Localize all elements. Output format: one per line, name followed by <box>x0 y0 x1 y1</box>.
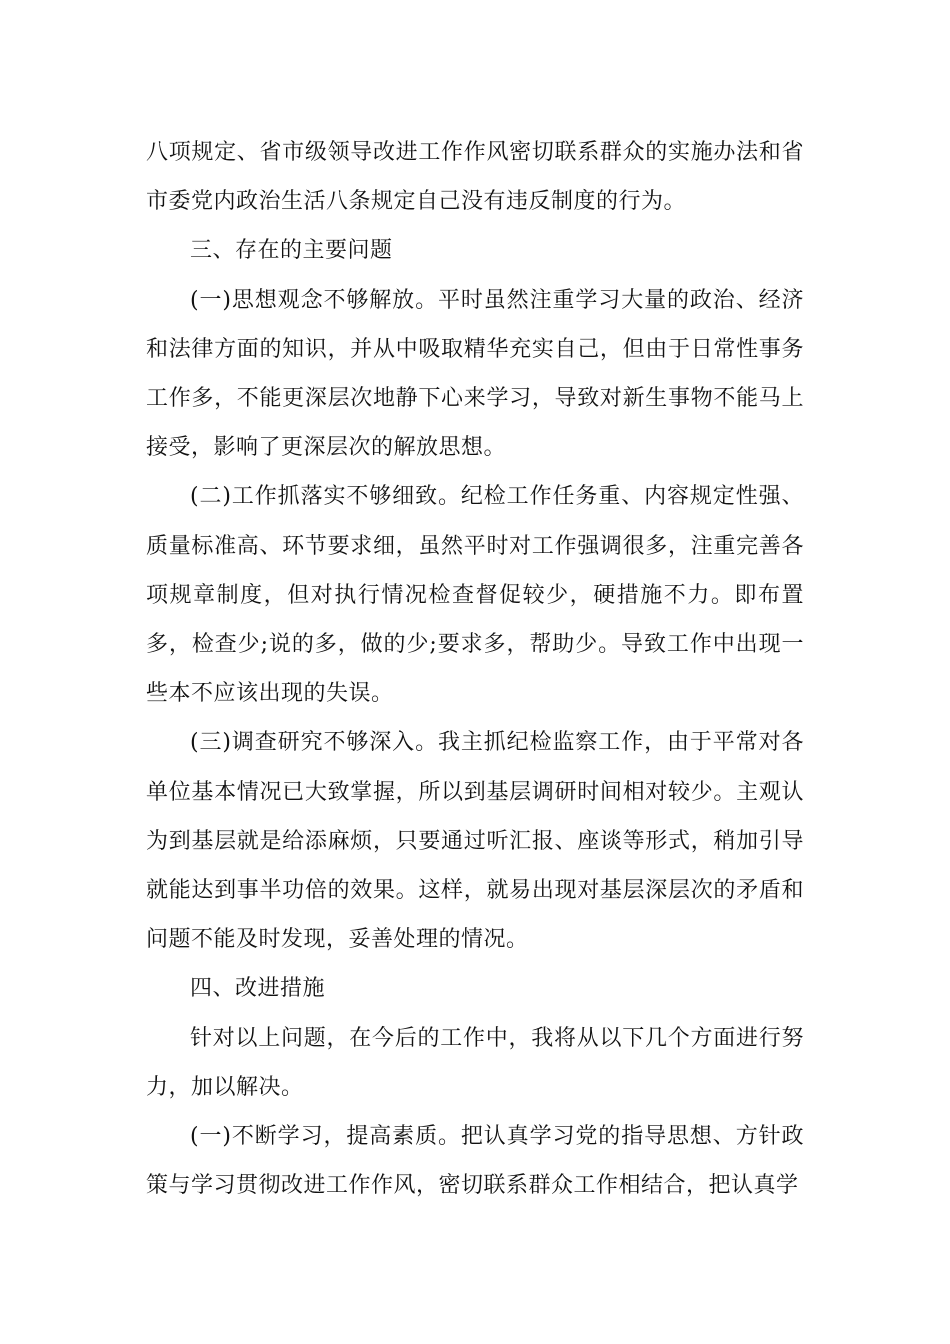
paragraph-continuation: 八项规定、省市级领导改进工作作风密切联系群众的实施办法和省市委党内政治生活八条规定自己没有违反制度的行为。 <box>146 140 804 215</box>
paragraph-problem-1: (一)思想观念不够解放。平时虽然注重学习大量的政治、经济和法律方面的知识，并从中吸取精华充实自己，但由于日常性事务工作多，不能更深层次地静下心来学习，导致对新生事物不能马上接受，影响了更深层次的解放思想。 <box>146 287 804 461</box>
paragraph-measures-intro: 针对以上问题，在今后的工作中，我将从以下几个方面进行努力，加以解决。 <box>146 1025 804 1100</box>
paragraph-problem-2: (二)工作抓落实不够细致。纪检工作任务重、内容规定性强、质量标准高、环节要求细，虽然平时对工作强调很多，注重完善各项规章制度，但对执行情况检查督促较少，硬措施不力。即布置多，检查少;说的多，做的少;要求多，帮助少。导致工作中出现一些本不应该出现的失误。 <box>146 484 804 707</box>
section-heading-problems: 三、存在的主要问题 <box>190 238 393 264</box>
paragraph-problem-3: (三)调查研究不够深入。我主抓纪检监察工作，由于平常对各单位基本情况已大致掌握，所以到基层调研时间相对较少。主观认为到基层就是给添麻烦，只要通过听汇报、座谈等形式，稍加引导就能达到事半功倍的效果。这样，就易出现对基层深层次的矛盾和问题不能及时发现，妥善处理的情况。 <box>146 730 804 953</box>
paragraph-measure-1: (一)不断学习，提高素质。把认真学习党的指导思想、方针政策与学习贯彻改进工作作风，密切联系群众工作相结合，把认真学 <box>146 1124 804 1199</box>
document-page <box>146 128 804 1210</box>
section-heading-measures: 四、改进措施 <box>190 976 326 1002</box>
